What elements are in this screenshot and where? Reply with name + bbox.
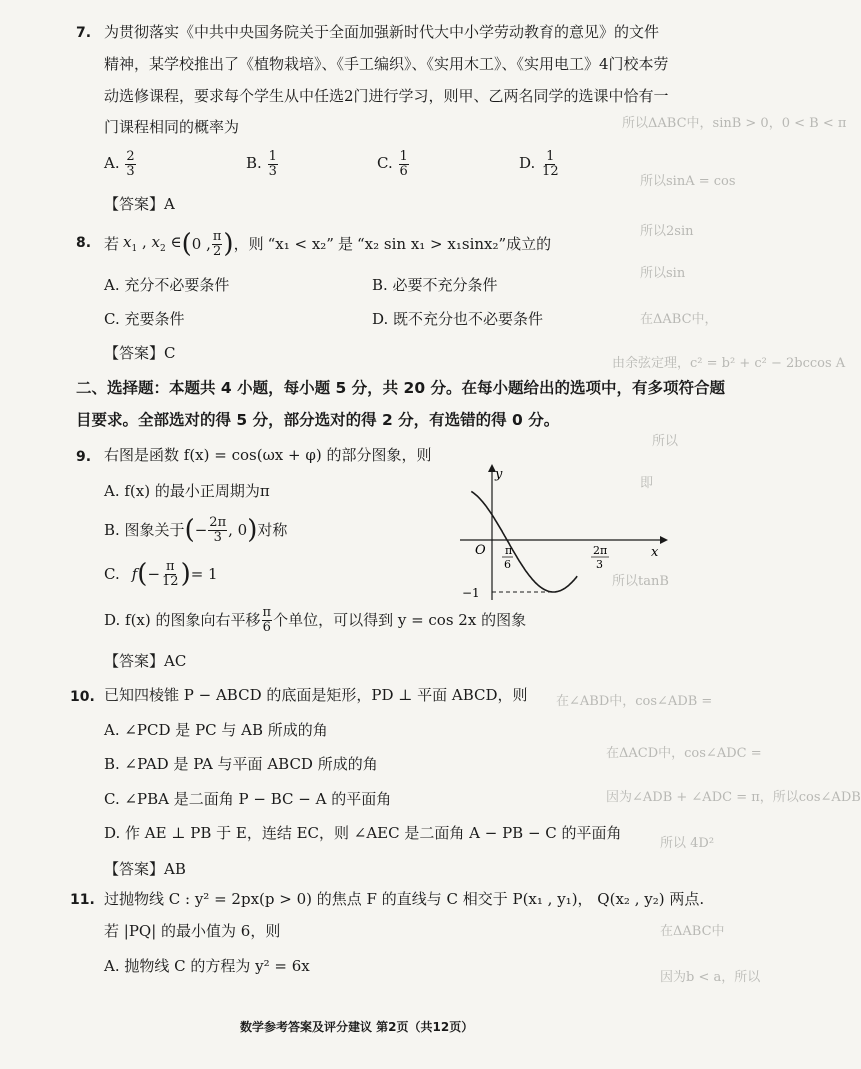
answer: 【答案】AC	[104, 652, 187, 670]
option-a: A. ∠PCD 是 PC 与 AB 所成的角	[104, 721, 328, 739]
option-fraction: $\frac{1}{3}$	[268, 149, 277, 179]
x-axis-label: x	[651, 545, 659, 560]
svg-text:3: 3	[596, 558, 603, 571]
cosine-curve	[471, 491, 577, 592]
option-fraction: $\frac{1}{12}$	[542, 149, 559, 179]
option-d: D. f(x) 的图象向右平移 $\frac{\pi}{6}$ 个单位，可以得到 y = cos 2x 的图象	[104, 605, 527, 635]
bleed-text: 因为b < a，所以	[660, 970, 761, 985]
option-d: D. 作 AE ⊥ PB 于 E，连结 EC，则 ∠AEC 是二面角 A − PB − C 的平面角	[104, 824, 622, 842]
bleed-text: 所以sinA = cos	[640, 174, 736, 189]
question-stem-line: 精神，某学校推出了《植物栽培》、《手工编织》、《实用木工》、《实用电工》4门校本劳	[104, 55, 669, 73]
option-b: B. 必要不充分条件	[372, 276, 498, 294]
question-stem-line: 若 |PQ| 的最小值为 6，则	[104, 922, 281, 940]
question-number: 9.	[76, 449, 92, 465]
section-line: 目要求。全部选对的得 5 分，部分选对的得 2 分，有选错的得 0 分。	[76, 411, 560, 429]
question-number: 7.	[76, 25, 92, 41]
bleed-text: 在ΔACD中，cos∠ADC =	[606, 746, 762, 761]
option-label: C.	[377, 154, 393, 173]
svg-text:π: π	[505, 544, 513, 557]
tick-pi-over-6	[502, 544, 513, 571]
origin-label: O	[475, 543, 486, 558]
bleed-text: 所以	[652, 434, 679, 449]
question-stem-line: 过抛物线 C : y² = 2px(p > 0) 的焦点 F 的直线与 C 相交于 P(x₁ , y₁)， Q(x₂ , y₂) 两点.	[104, 890, 705, 908]
question-stem-line: 门课程相同的概率为	[104, 118, 240, 136]
option-d: D. 既不充分也不必要条件	[372, 310, 544, 328]
bleed-text: 在ΔABC中，	[640, 312, 718, 327]
question-number: 8.	[76, 235, 92, 251]
option-c: C. f ( − $\frac{\pi}{12}$ ) = 1	[104, 559, 218, 590]
option-a: A. f(x) 的最小正周期为π	[104, 482, 270, 500]
option-c: C. ∠PBA 是二面角 P − BC − A 的平面角	[104, 790, 392, 808]
bleed-text: 即	[640, 476, 654, 491]
option-label: A.	[104, 154, 120, 173]
bleed-text: 在∠ABD中，cos∠ADB =	[556, 694, 713, 709]
question-number: 10.	[70, 689, 95, 705]
bleed-text: 因为∠ADB + ∠ADC = π，所以cos∠ADB	[606, 790, 861, 805]
option-b: B. 图象关于 ( − $\frac{2\pi}{3}$ , 0 ) 对称	[104, 515, 288, 546]
page-footer: 数学参考答案及评分建议 第2页（共12页）	[240, 1020, 474, 1034]
y-axis-label: y	[495, 467, 503, 482]
bleed-text: 由余弦定理，c² = b² + c² − 2bccos A	[612, 356, 846, 371]
option-d	[519, 150, 561, 178]
bleed-text: 所以tanB	[612, 574, 669, 589]
option-c: C. 充要条件	[104, 310, 185, 328]
answer: 【答案】A	[104, 195, 175, 213]
bleed-text: 所以sin	[640, 266, 686, 281]
question-stem: 右图是函数 f(x) = cos(ωx + φ) 的部分图象，则	[104, 446, 432, 464]
option-fraction: $\frac{2}{3}$	[126, 149, 135, 179]
answer: 【答案】AB	[104, 860, 186, 878]
minus-one-label: −1	[462, 586, 480, 600]
bleed-text: 在ΔABC中	[660, 924, 725, 939]
option-a	[104, 150, 137, 178]
bleed-text: 所以2sin	[640, 224, 694, 239]
option-label: B.	[246, 154, 262, 173]
option-c	[377, 150, 410, 178]
svg-text:6: 6	[504, 558, 511, 571]
option-b	[246, 150, 279, 178]
tick-2pi-over-3	[591, 544, 609, 571]
option-fraction: $\frac{1}{6}$	[399, 149, 408, 179]
question-stem: 若 $x_1$ , $x_2$ ∈ ( 0 , $\frac{\pi}{2}$ ) ，则 “x₁ < x₂” 是 “x₂ sin x₁ > x₁sinx₂” 成立的	[104, 229, 552, 260]
option-a: A. 抛物线 C 的方程为 y² = 6x	[104, 957, 310, 975]
bleed-text: 所以ΔABC中，sinB > 0，0 < B < π	[622, 116, 847, 131]
section-line: 二、选择题：本题共 4 小题，每小题 5 分，共 20 分。在每小题给出的选项中，有多项符合题	[76, 379, 726, 397]
option-label: D.	[519, 154, 536, 173]
answer: 【答案】C	[104, 344, 176, 362]
question-stem-line: 动选修课程，要求每个学生从中任选2门进行学习，则甲、乙两名同学的选课中恰有一	[104, 87, 669, 105]
cosine-graph	[455, 460, 675, 610]
svg-text:2π: 2π	[593, 544, 608, 557]
bleed-text: 所以 4D²	[660, 836, 715, 851]
option-b: B. ∠PAD 是 PA 与平面 ABCD 所成的角	[104, 755, 378, 773]
question-stem: 已知四棱锥 P − ABCD 的底面是矩形，PD ⊥ 平面 ABCD，则	[104, 686, 528, 704]
question-number: 11.	[70, 892, 95, 908]
question-stem-line: 为贯彻落实《中共中央国务院关于全面加强新时代大中小学劳动教育的意见》的文件	[104, 23, 660, 41]
option-a: A. 充分不必要条件	[104, 276, 230, 294]
